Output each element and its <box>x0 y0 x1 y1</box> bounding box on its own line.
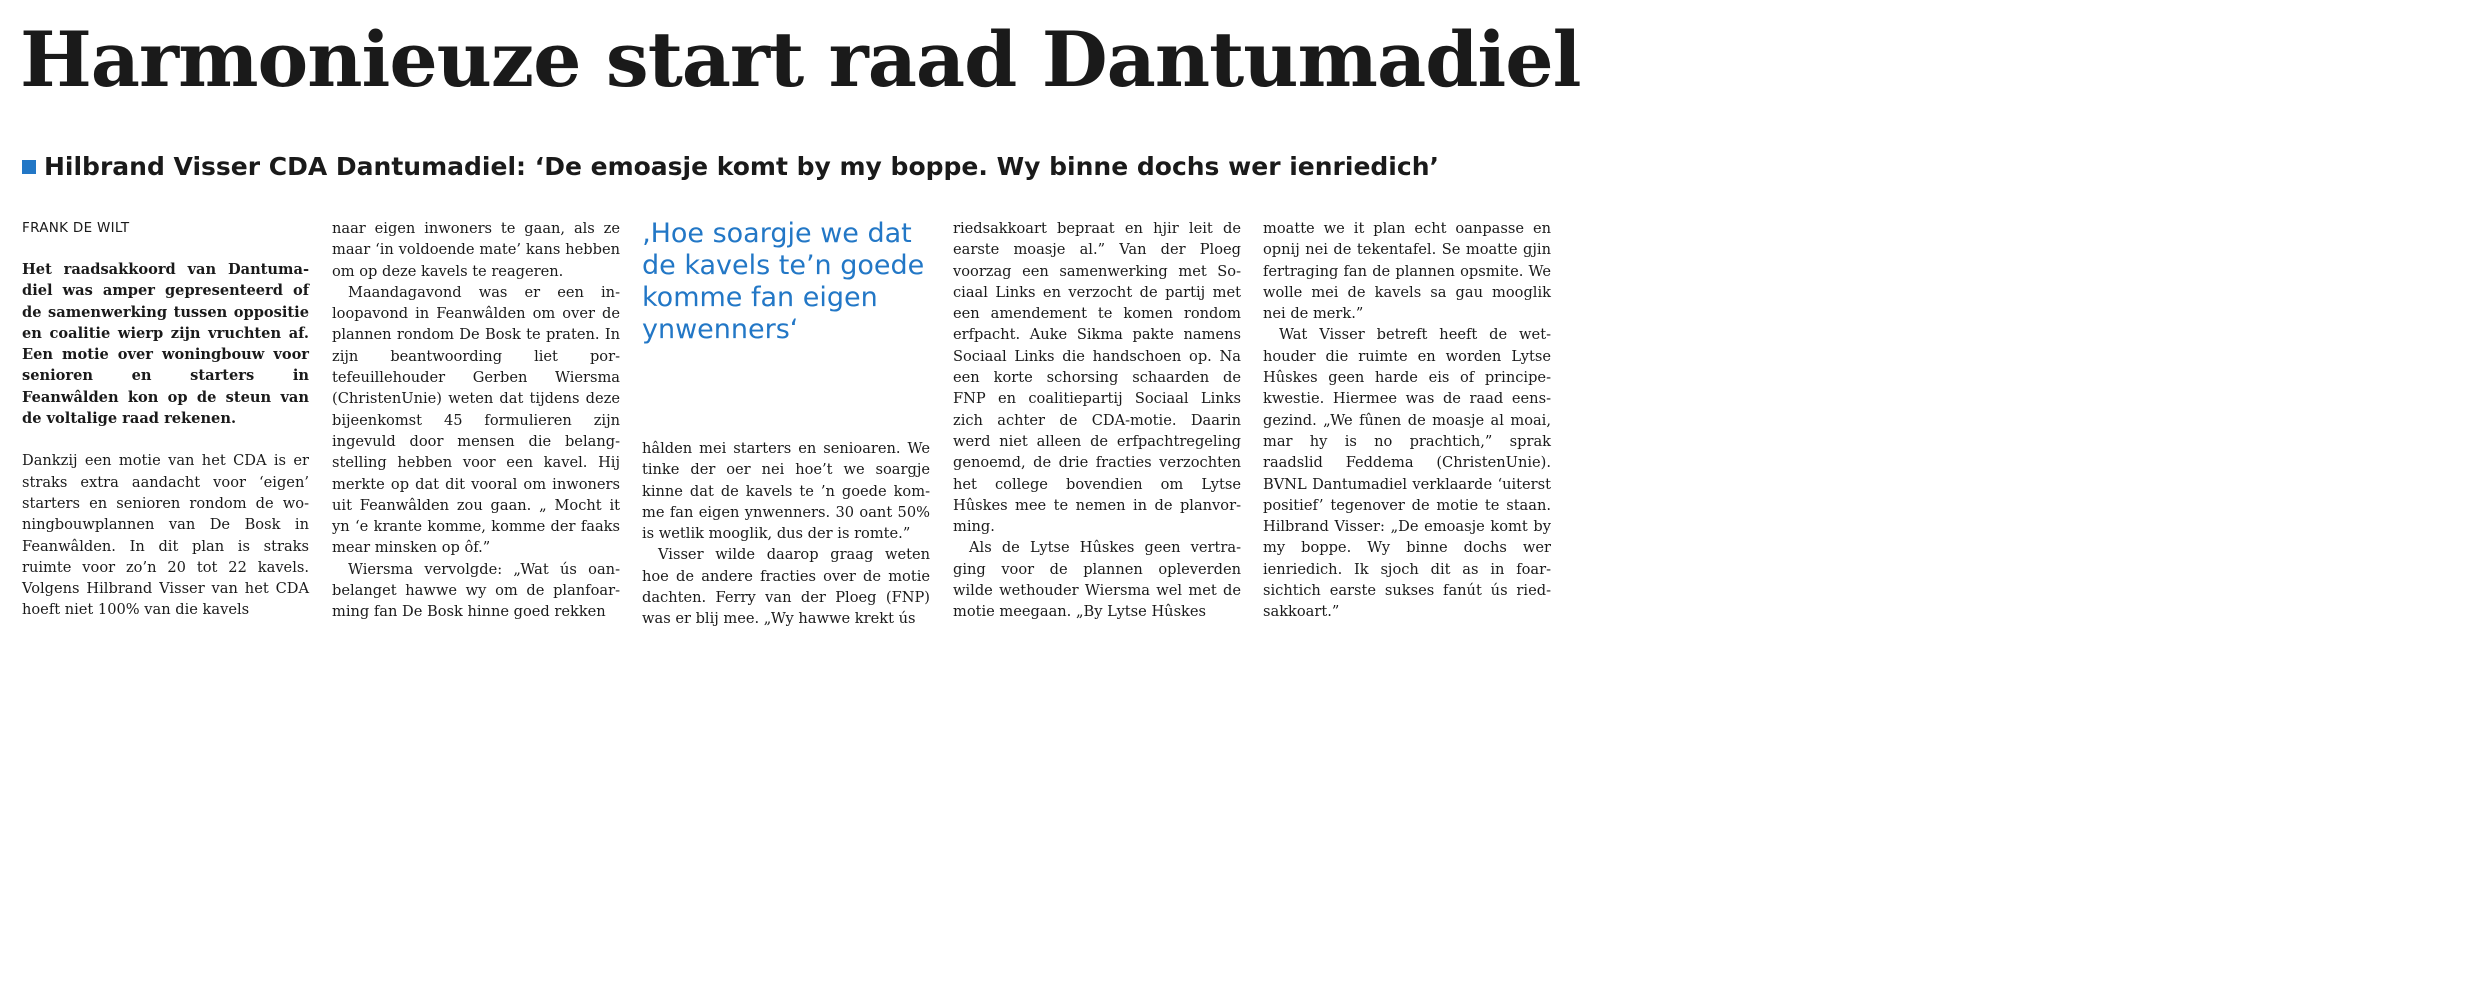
subheadline-text: Hilbrand Visser CDA Dantumadiel: ‘De emoasje komt by my boppe. Wy binne dochs wer ienriedich’ <box>44 152 1439 181</box>
column-5 <box>1263 218 1551 623</box>
body-paragraph: Als de Lytse Hûskes geen vertraging voor de plannen opleverden wilde wethouder Wiersma wel met de motie meegaan. „By Lytse Hûskes <box>953 539 1241 621</box>
headline: Harmonieuze start raad Dantumadiel <box>20 15 1581 104</box>
column-3 <box>642 218 930 630</box>
column-4 <box>953 218 1241 623</box>
body-paragraph: Maandagavond was er een inloopavond in Feanwâlden om over de plannen rondom De Bosk te praten. In zijn beantwoording liet portefeuillehouder Gerben Wiersma (ChristenUnie) weten dat tijdens deze bijeenkomst 45 formulieren zijn ingevuld door mensen die belangstelling hebben voor een kavel. Hij merkte op dat dit vooral om inwoners uit Feanwâlden zou gaan. „ Mocht it yn ‘e krante komme, komme der faaks mear minsken op ôf.” <box>332 283 620 557</box>
body-paragraph: Dankzij een motie van het CDA is er straks extra aandacht voor ‘eigen’ starters en senioren rondom de woningbouwplannen van De Bosk in Feanwâlden. In dit plan is straks ruimte voor zo’n 20 tot 22 kavels. Volgens Hilbrand Visser van het CDA hoeft niet 100% van die kavels <box>22 452 309 619</box>
column-2 <box>332 218 620 623</box>
pull-quote: ‚Hoe soargje we dat de kavels te’n goede komme fan eigen ynwenners‘ <box>642 218 925 345</box>
body-paragraph-continued: naar eigen inwoners te gaan, als ze maar ‘in voldoende mate’ kans hebben om op deze kavels te reageren. <box>332 220 620 280</box>
byline: FRANK DE WILT <box>22 220 130 236</box>
blue-square-marker <box>22 160 36 174</box>
column-1 <box>22 218 309 621</box>
body-paragraph: Wiersma vervolgde: „Wat ús oanbelanget hawwe wy om de planfoarming fan De Bosk hinne goed rekken <box>332 560 620 621</box>
body-paragraph-continued: riedsakkoart bepraat en hjir leit de earste moasje al.” Van der Ploeg voorzag een samenwerking met Sociaal Links en verzocht de partij met een amendement te komen rondom erfpacht. Auke Sikma pakte namens Sociaal Links die handschoen op. Na een korte schorsing schaarden de FNP en coalitiepartij Sociaal Links zich achter de CDA-motie. Daarin werd niet alleen de erfpachtregeling genoemd, de drie fracties verzochten het college bovendien om Lytse Hûskes mee te nemen in de planvorming. <box>953 220 1241 536</box>
body-paragraph-continued: moatte we it plan echt oanpasse en opnij nei de tekentafel. Se moatte gjin fertraging fan de plannen opsmite. We wolle mei de kavels sa gau mooglik nei de merk.” <box>1263 220 1551 323</box>
intro-paragraph: Het raadsakkoord van Dantumadiel was amper gepresenteerd of de samenwerking tussen oppositie en coalitie wierp zijn vruchten af. Een motie over woningbouw voor senioren en starters in Feanwâlden kon op de steun van de voltalige raad rekenen. <box>22 261 309 428</box>
body-paragraph: Wat Visser betreft heeft de wethouder die ruimte en worden Lytse Hûskes geen harde eis of principekwestie. Hiermee was de raad eensgezind. „We fûnen de moasje al moai, mar hy is no prachtich,” sprak raadslid Feddema (ChristenUnie). BVNL Dantumadiel verklaarde ‘uiterst positief’ tegenover de motie te staan. Hilbrand Visser: „De emoasje komt by my boppe. Wy binne dochs wer ienriedich. Ik sjoch dit as in foarsichtich earste sukses fanút ús riedsakkoart.” <box>1263 326 1551 621</box>
body-paragraph-continued: hâlden mei starters en senioaren. We tinke der oer nei hoe’t we soargje kinne dat de kavels te ’n goede komme fan eigen ynwenners. 30 oant 50% is wetlik mooglik, dus der is romte.” <box>642 440 930 543</box>
body-paragraph: Visser wilde daarop graag weten hoe de andere fracties over de motie dachten. Ferry van der Ploeg (FNP) was er blij mee. „Wy hawwe krekt ús <box>642 546 930 628</box>
subheadline <box>22 150 1439 184</box>
